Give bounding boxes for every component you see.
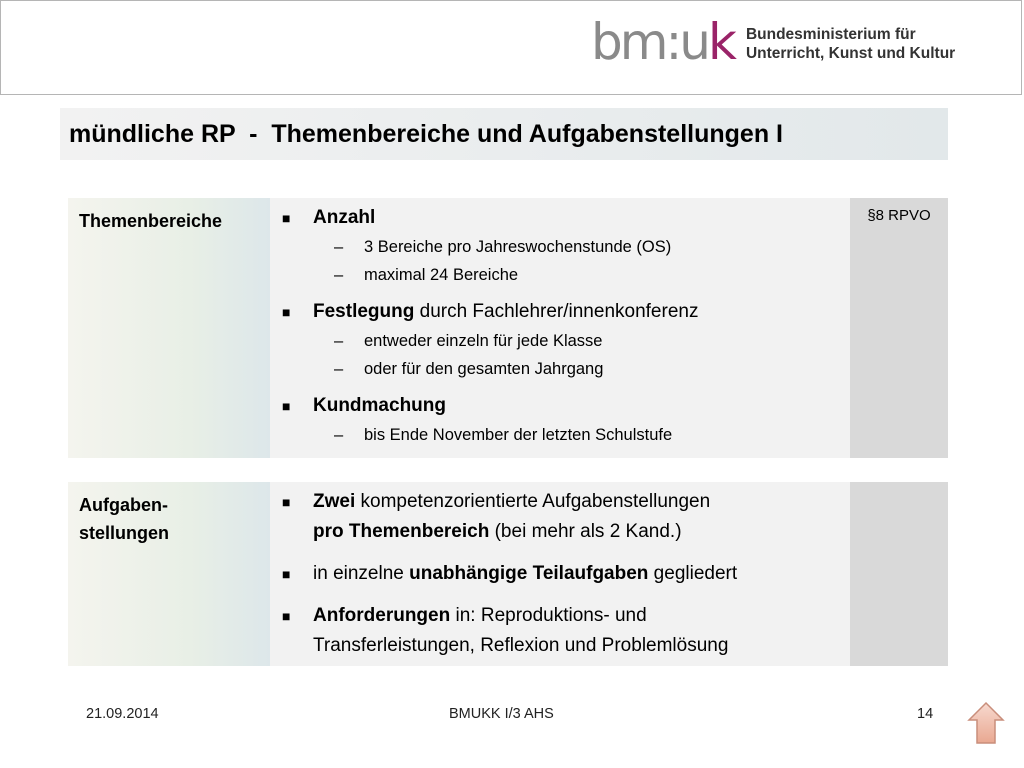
bullet-marker: ■ — [282, 494, 291, 510]
label-line1: Aufgaben- — [79, 495, 168, 515]
footer-date: 21.09.2014 — [86, 706, 159, 722]
logo-mark: bm:uk — [591, 13, 734, 71]
bullet-anzahl — [270, 203, 850, 289]
bullet-bold: pro Themenbereich — [313, 521, 490, 542]
sub-text: oder für den gesamten Jahrgang — [364, 360, 604, 378]
bullet-bold: unabhängige Teilaufgaben — [409, 563, 649, 584]
bullet-festlegung — [270, 297, 850, 383]
bmukk-logo — [591, 13, 956, 71]
section-label: Themenbereiche — [68, 198, 270, 458]
bullet-marker: ■ — [282, 608, 291, 624]
label-line2: stellungen — [79, 523, 170, 543]
logo-text — [746, 25, 955, 63]
sub-text: bis Ende November der letzten Schulstufe — [364, 426, 673, 444]
section-themenbereiche — [68, 198, 948, 458]
sub-text: maximal 24 Bereiche — [364, 266, 519, 284]
bullet-text: Transferleistungen, Reflexion und Problemlösung — [313, 635, 729, 656]
sub-item — [270, 355, 850, 383]
section-aufgabenstellungen — [68, 482, 948, 666]
footer-page-number: 14 — [917, 706, 934, 722]
bullet-text: (bei mehr als 2 Kand.) — [489, 521, 682, 542]
section-label — [68, 482, 270, 666]
bullet-anforderungen — [270, 601, 850, 661]
bullet-teilaufgaben — [270, 559, 850, 589]
bullet-bold: Festlegung — [313, 301, 415, 322]
bullet-bold: Anforderungen — [313, 605, 451, 626]
logo-line1: Bundesministerium für — [745, 26, 916, 43]
dash-marker: – — [334, 332, 344, 350]
dash-marker: – — [334, 360, 344, 378]
slide-title: mündliche RP - Themenbereiche und Aufgabenstellungen I — [69, 119, 783, 148]
bullet-bold: Zwei — [313, 491, 356, 512]
reference-cell: §8 RPVO — [850, 198, 948, 458]
bullet-marker: ■ — [282, 210, 291, 226]
bullet-marker: ■ — [282, 304, 291, 320]
sub-item — [270, 261, 850, 289]
bullet-text: in einzelne — [313, 563, 410, 584]
header-bar — [0, 0, 1022, 95]
bullet-bold: Kundmachung — [313, 395, 446, 416]
bullet-marker: ■ — [282, 566, 291, 582]
bullet-bold: Anzahl — [313, 207, 376, 228]
bullet-text: in: Reproduktions- und — [450, 605, 647, 626]
sub-item — [270, 421, 850, 449]
dash-marker: – — [334, 266, 344, 284]
slide-title-bar — [60, 108, 948, 160]
sub-item — [270, 327, 850, 355]
bullet-zwei — [270, 487, 850, 547]
section-content — [270, 482, 850, 666]
bullet-text: durch Fachlehrer/innenkonferenz — [414, 301, 699, 322]
bullet-text: kompetenzorientierte Aufgabenstellungen — [355, 491, 711, 512]
logo-line2: Unterricht, Kunst und Kultur — [745, 45, 956, 62]
sub-item — [270, 233, 850, 261]
sub-text: entweder einzeln für jede Klasse — [364, 332, 603, 350]
dash-marker: – — [334, 426, 344, 444]
home-arrow-icon[interactable] — [967, 701, 1005, 745]
sub-text: 3 Bereiche pro Jahreswochenstunde (OS) — [364, 238, 672, 256]
bullet-marker: ■ — [282, 398, 291, 414]
bullet-text: gegliedert — [648, 563, 738, 584]
bullet-kundmachung — [270, 391, 850, 449]
section-content — [270, 198, 850, 458]
reference-cell-empty — [850, 482, 948, 666]
dash-marker: – — [334, 238, 344, 256]
footer-center: BMUKK I/3 AHS — [449, 706, 554, 722]
